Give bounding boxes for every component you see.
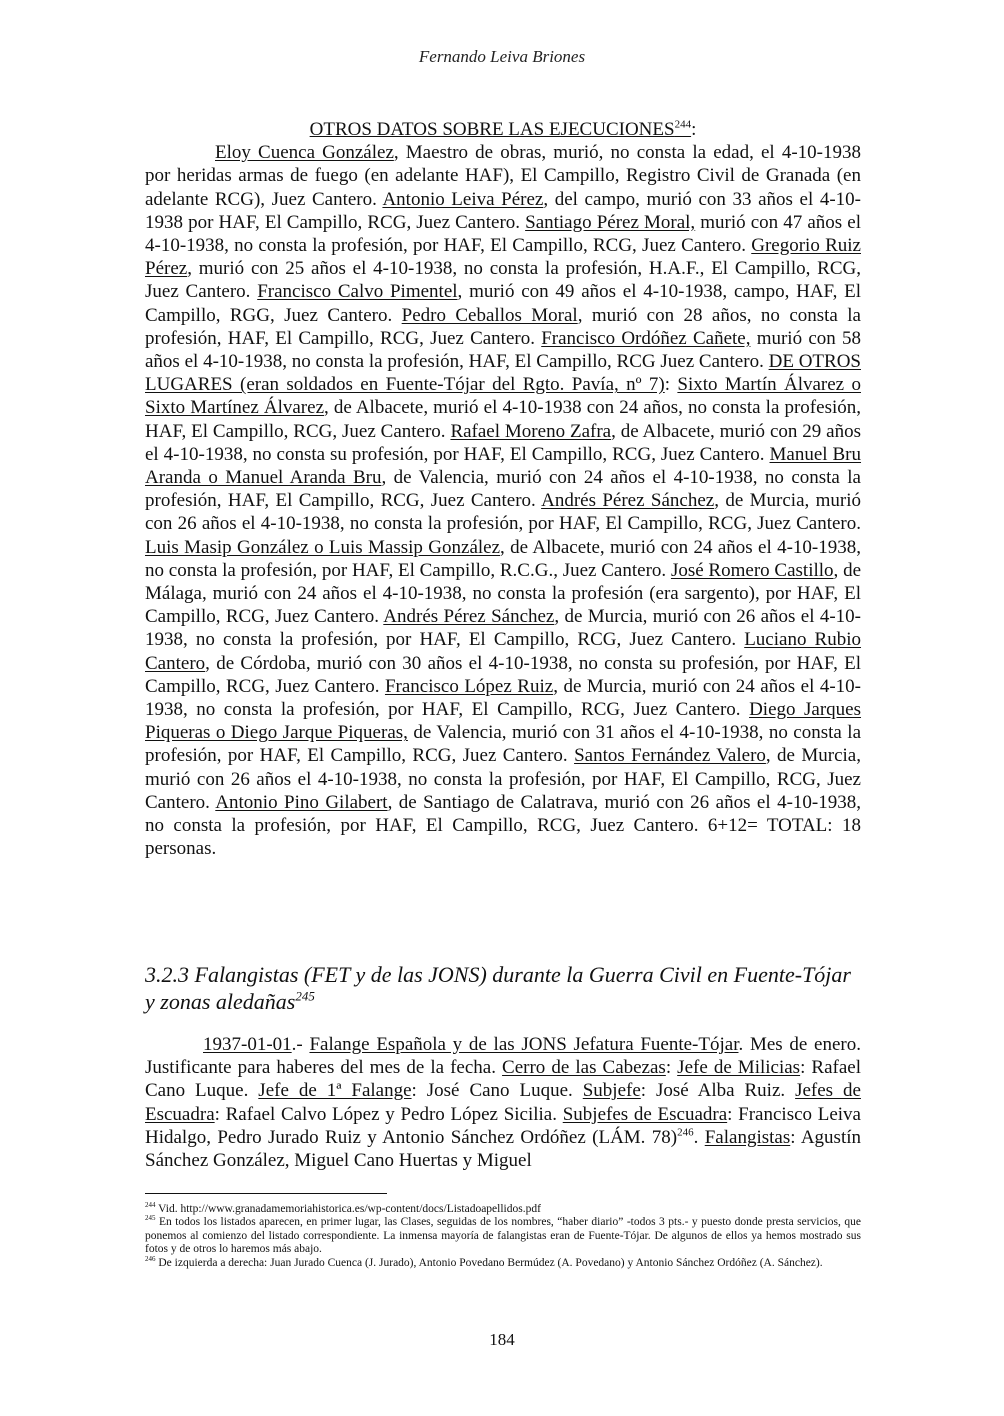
- underlined-name: Pedro Ceballos Moral: [401, 304, 578, 326]
- underlined-name: Jefes de Escuadra: [145, 1080, 861, 1125]
- underlined-name: Antonio Pino Gilabert: [215, 791, 388, 813]
- underlined-name: Gregorio Ruiz Pérez: [145, 235, 861, 280]
- footnote-245: [145, 1216, 861, 1256]
- text-run: murió con 47 años el 4-10-1938, no consta la profesión, por HAF, El Campillo, RCG, Juez Cantero.: [145, 211, 861, 257]
- text-run: , murió con 25 años el 4-10-1938, no consta la profesión, H.A.F., El Campillo, RCG, Juez Cantero.: [145, 258, 861, 303]
- underlined-name: Francisco López Ruiz: [384, 675, 554, 697]
- underlined-name: Rafael Moreno Zafra: [450, 420, 612, 442]
- underlined-name: 1937-01-01: [203, 1034, 292, 1055]
- text-run: , murió con 49 años el 4-10-1938, campo, HAF, El Campillo, RGG, Juez Cantero.: [145, 281, 861, 326]
- page-number: 184: [489, 1330, 515, 1349]
- executions-paragraph: [145, 141, 861, 860]
- text-run: , de Murcia, murió con 24 años el 4-10-1938, no consta la profesión, por HAF, El Campillo, RCG, Juez Cantero.: [145, 675, 861, 721]
- text-run: , de Córdoba, murió con 30 años el 4-10-1938, no consta su profesión, por HAF, El Campillo, RCG, Juez Cantero.: [145, 652, 861, 697]
- underlined-name: Subjefe: [582, 1080, 641, 1102]
- body-section-falangistas: [145, 1033, 861, 1172]
- text-run: , murió con 28 años, no consta la profesión, HAF, El Campillo, RCG, Juez Cantero.: [145, 304, 861, 349]
- footnote-246: [145, 1254, 861, 1270]
- footnote-number: 245: [145, 1214, 156, 1223]
- underlined-name: Andrés Pérez Sánchez: [541, 490, 715, 512]
- text-run: , de Valencia, murió con 24 años el 4-10-1938, no consta la profesión, HAF, El Campillo, RCG, Juez Cantero.: [145, 467, 861, 512]
- text-run: , de Albacete, murió con 29 años el 4-10-1938, no consta su profesión, por HAF, El Campillo, RCG, Juez Cantero.: [145, 420, 861, 465]
- text-run: murió con 58 años el 4-10-1938, no consta la profesión, HAF, El Campillo, RCG Juez Cantero.: [145, 327, 861, 373]
- underlined-name: Manuel Bru Aranda o Manuel Aranda Bru: [145, 443, 862, 489]
- underlined-name: Francisco Ordóñez Cañete,: [541, 327, 751, 349]
- underlined-name: Francisco Calvo Pimentel: [257, 281, 458, 303]
- underlined-name: Falange Española y de las JONS Jefatura Fuente-Tójar: [309, 1034, 739, 1055]
- text-run: , de Murcia, murió con 26 años el 4-10-1938, no consta la profesión, por HAF, El Campillo, RCG, Juez Cantero.: [145, 745, 861, 813]
- body-section-executions: [145, 118, 861, 861]
- text-run: , del campo, murió con 33 años el 4-10-1938 por HAF, El Campillo, RCG, Juez Cantero.: [145, 188, 861, 233]
- text-run: .: [693, 1126, 705, 1148]
- underlined-name: Luciano Rubio Cantero: [145, 629, 862, 674]
- section-label-title: OTROS DATOS SOBRE LAS EJECUCIONES: [309, 119, 675, 140]
- text-run: , de Albacete, murió el 4-10-1938 con 24 años, no consta la profesión, HAF, El Campillo, RCG, Juez Cantero.: [145, 397, 861, 442]
- underlined-name: Sixto Martín Álvarez o Sixto Martínez Álvarez: [145, 374, 861, 419]
- text-run: de Valencia, murió con 31 años el 4-10-1938, no consta la profesión, por HAF, El Campillo, RCG, Juez Cantero.: [145, 722, 861, 767]
- section-heading-3-2-3: [145, 961, 861, 1015]
- footnote-text: Vid. http://www.granadamemoriahistorica.es/wp-content/docs/Listadoapellidos.pdf: [155, 1203, 541, 1215]
- text-run: : José Alba Ruiz.: [640, 1080, 796, 1102]
- section-label-text: [310, 119, 691, 140]
- falangistas-paragraph: [145, 1033, 861, 1172]
- underlined-name: Jefe de Milicias: [677, 1057, 801, 1079]
- text-run: : José Cano Luque.: [411, 1080, 583, 1102]
- footnote-244: [145, 1203, 861, 1216]
- footnote-ref-244[interactable]: 244: [674, 118, 692, 131]
- footnote-ref-245[interactable]: 245: [295, 988, 315, 1004]
- text-run: , de Murcia, murió con 26 años el 4-10-1938, no consta la profesión, por HAF, El Campillo, RCG, Juez Cantero.: [145, 490, 862, 535]
- text-run: : Francisco Leiva Hidalgo, Pedro Jurado Ruiz y Antonio Sánchez Ordóñez (LÁM. 78): [145, 1103, 861, 1148]
- footnote-text: De izquierda a derecha: Juan Jurado Cuenca (J. Jurado), Antonio Povedano Bermúdez (A. Povedano) y Antonio Sánchez Ordóñez (A. Sánchez).: [155, 1256, 823, 1269]
- section-label-colon: :: [691, 119, 697, 140]
- underlined-name: DE OTROS LUGARES (eran soldados en Fuente-Tójar del Rgto. Pavía, nº 7): [145, 351, 861, 396]
- heading-text: 3.2.3 Falangistas (FET y de las JONS) durante la Guerra Civil en Fuente-Tójar y zonas aledañas: [145, 962, 851, 1014]
- footnote-text: En todos los listados aparecen, en primer lugar, las Clases, seguidas de los nombres, “haber diario” -todos 3 pts.- y puesto donde presta servicios, que ponemos al comienzo del listado correspondiente. La inmensa mayoría de falangistas eran de Fuente-Tójar. De algunos de ellos ya hemos mostrado sus fotos y de otros lo haremos más abajo.: [145, 1216, 861, 1256]
- text-run: , de Málaga, murió con 24 años el 4-10-1938, no consta la profesión (era sargento), por HAF, El Campillo, RCG, Juez Cantero.: [145, 559, 862, 628]
- underlined-name: Santiago Pérez Moral,: [525, 211, 696, 233]
- underlined-name: Andrés Pérez Sánchez: [383, 606, 555, 628]
- text-run: . Mes de enero. Justificante para haberes del mes de la fecha.: [145, 1034, 861, 1079]
- footnote-ref[interactable]: 246: [677, 1126, 694, 1139]
- footnote-separator: [145, 1193, 387, 1194]
- underlined-name: Diego Jarques Piqueras o Diego Jarque Piqueras,: [145, 699, 862, 744]
- footnote-number: 244: [145, 1201, 156, 1210]
- text-run: : Agustín Sánchez González, Miguel Cano Huertas y Miguel: [145, 1126, 861, 1172]
- footnote-number: 246: [145, 1254, 156, 1263]
- text-run: , de Murcia, murió con 26 años el 4-10-1938, no consta la profesión, por HAF, El Campillo, RCG, Juez Cantero.: [145, 606, 861, 651]
- text-run: : Rafael Cano Luque.: [145, 1057, 861, 1102]
- text-run: , de Albacete, murió con 24 años el 4-10-1938, no consta la profesión, por HAF, El Campillo, R.C.G., Juez Cantero.: [145, 536, 861, 581]
- text-run: , Maestro de obras, murió, no consta la edad, el 4-10-1938 por heridas armas de fuego (en adelante HAF), El Campillo, Registro Civil de Granada (en adelante RCG), Juez Cantero.: [145, 142, 861, 210]
- underlined-name: Antonio Leiva Pérez: [382, 188, 544, 210]
- underlined-name: Jefe de 1ª Falange: [258, 1080, 412, 1102]
- text-run: .-: [291, 1034, 310, 1055]
- text-run: :: [665, 1057, 678, 1079]
- underlined-name: Eloy Cuenca González: [215, 142, 394, 164]
- footnotes: [145, 1203, 861, 1270]
- underlined-name: Luis Masip González o Luis Massip González: [145, 536, 501, 558]
- text-run: , de Santiago de Calatrava, murió con 26 años el 4-10-1938, no consta la profesión, por HAF, El Campillo, RCG, Juez Cantero. 6+12= TOTAL: 18 personas.: [145, 791, 861, 860]
- underlined-name: José Romero Castillo: [670, 559, 834, 581]
- underlined-name: Cerro de las Cabezas: [502, 1057, 666, 1079]
- underlined-name: Santos Fernández Valero: [574, 745, 766, 767]
- running-head: Fernando Leiva Briones: [418, 47, 586, 66]
- section-label: [145, 118, 861, 141]
- text-run: : Rafael Calvo López y Pedro López Sicilia.: [214, 1103, 563, 1125]
- underlined-name: Subjefes de Escuadra: [562, 1103, 728, 1125]
- text-run: :: [664, 374, 678, 396]
- underlined-name: Falangistas: [704, 1126, 791, 1148]
